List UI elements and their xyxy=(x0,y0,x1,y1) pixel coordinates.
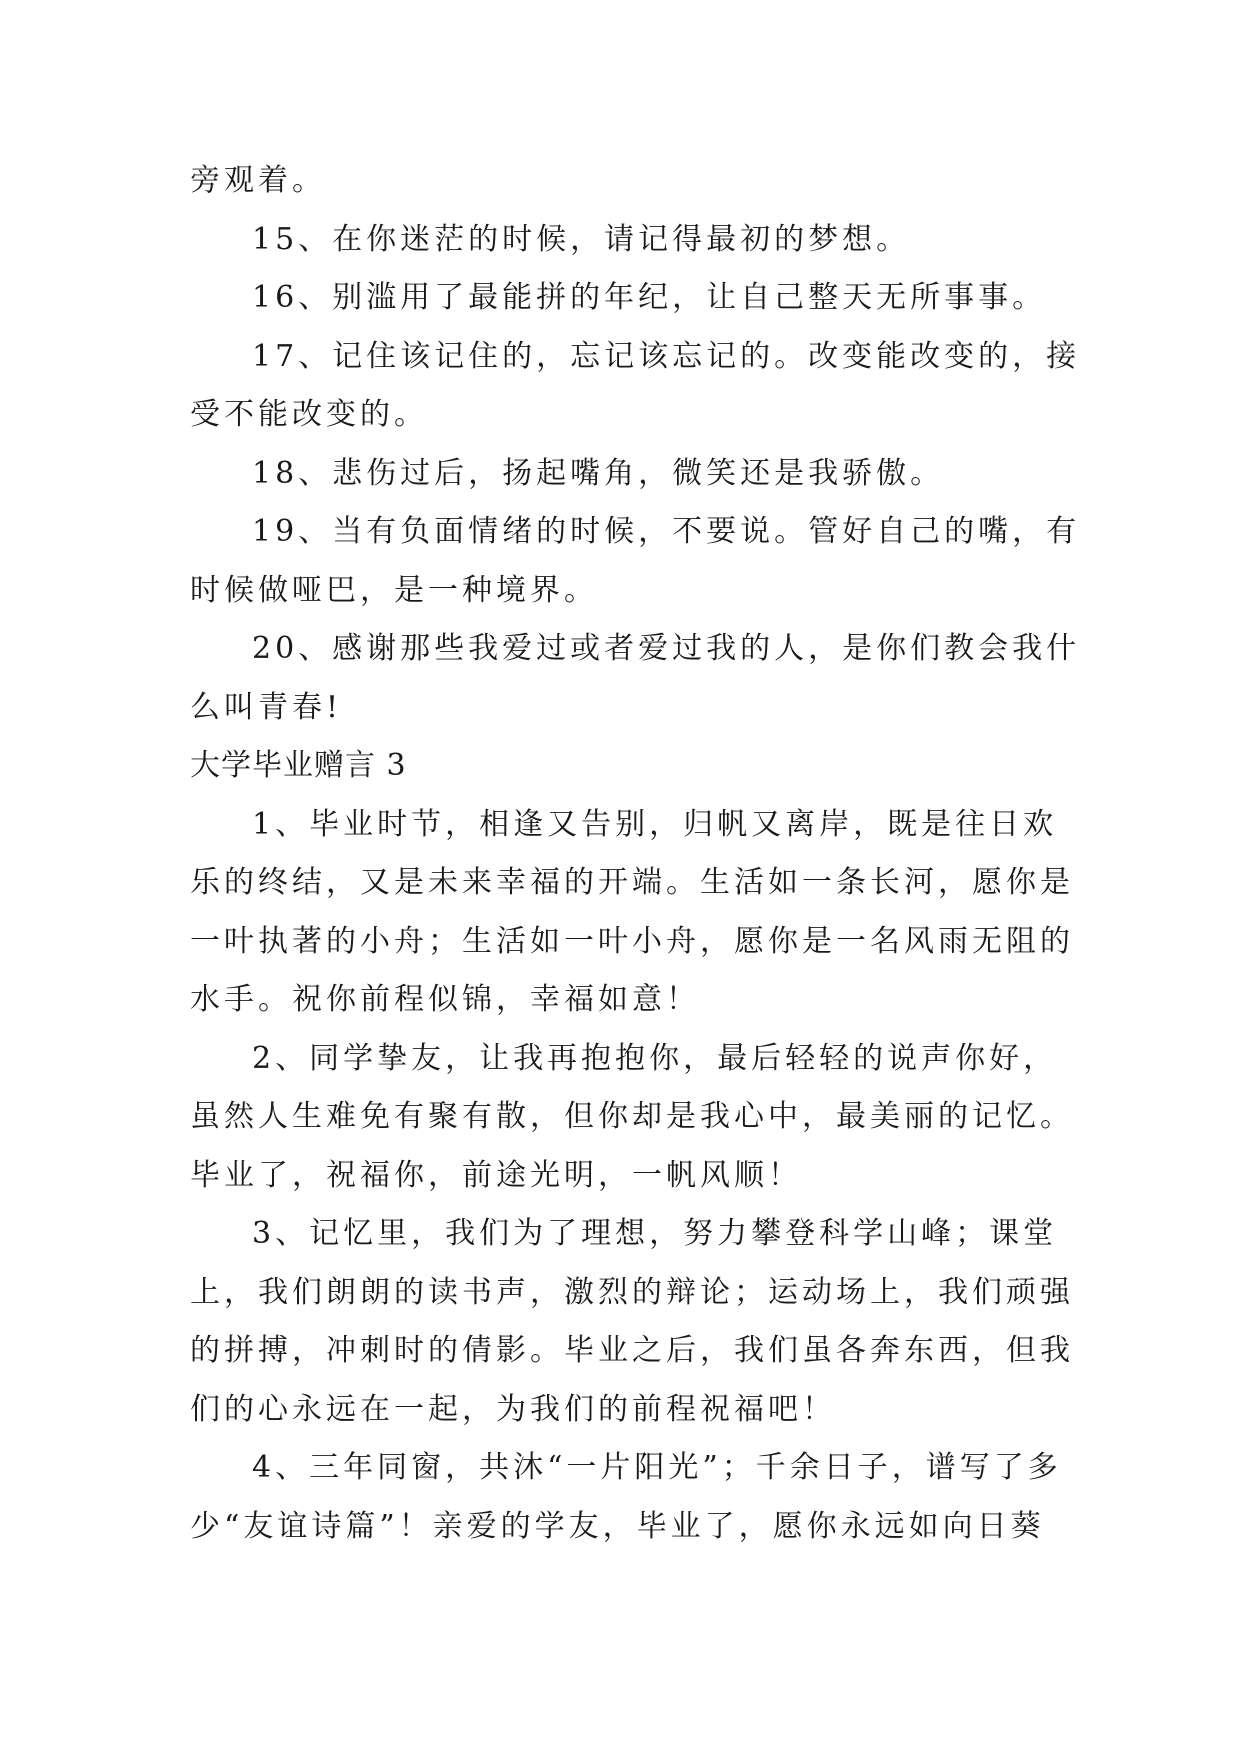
section-heading: 大学毕业赠言 3 xyxy=(190,748,407,783)
text-line: 受不能改变的。 xyxy=(190,397,428,432)
text-line: 毕业了，祝福你，前途光明，一帆风顺！ xyxy=(190,1157,802,1193)
document-page xyxy=(190,152,1081,1556)
text-line: 么叫青春! xyxy=(190,689,343,725)
text-line: 旁观着。 xyxy=(190,163,326,198)
text-line: 20、感谢那些我爱过或者爱过我的人，是你们教会我什 xyxy=(252,631,1081,666)
text-line: 虽然人生难免有聚有散，但你却是我心中，最美丽的记忆。 xyxy=(190,1099,1074,1134)
text-line: 17、记住该记住的，忘记该忘记的。改变能改变的，接 xyxy=(252,338,1081,374)
text-line: 1、毕业时节，相逢又告别，归帆又离岸，既是往日欢 xyxy=(252,806,1058,842)
text-line: 18、悲伤过后，扬起嘴角，微笑还是我骄傲。 xyxy=(252,455,945,491)
text-line: 乐的终结，又是未来幸福的开端。生活如一条长河，愿你是 xyxy=(190,865,1074,900)
text-line: 的拼搏，冲刺时的倩影。毕业之后，我们虽各奔东西，但我 xyxy=(190,1333,1074,1368)
text-line: 15、在你迷茫的时候，请记得最初的梦想。 xyxy=(252,221,911,257)
text-line: 少“友谊诗篇”！亲爱的学友，毕业了，愿你永远如向日葵 xyxy=(190,1508,1045,1544)
text-line: 2、同学挚友，让我再抱抱你，最后轻轻的说声你好， xyxy=(252,1040,1058,1076)
text-line: 一叶执著的小舟；生活如一叶小舟，愿你是一名风雨无阻的 xyxy=(190,923,1074,959)
text-line: 3、记忆里，我们为了理想，努力攀登科学山峰；课堂 xyxy=(252,1216,1058,1251)
text-line: 19、当有负面情绪的时候，不要说。管好自己的嘴，有 xyxy=(252,514,1081,549)
text-line: 们的心永远在一起，为我们的前程祝福吧！ xyxy=(190,1391,836,1427)
text-line: 16、别滥用了最能拼的年纪，让自己整天无所事事。 xyxy=(252,280,1047,315)
text-line: 4、三年同窗，共沐“一片阳光”；千余日子，谱写了多 xyxy=(252,1450,1062,1485)
text-line: 水手。祝你前程似锦，幸福如意！ xyxy=(190,982,700,1017)
text-line: 上，我们朗朗的读书声，激烈的辩论；运动场上，我们顽强 xyxy=(190,1274,1074,1310)
text-line: 时候做哑巴，是一种境界。 xyxy=(190,572,598,608)
